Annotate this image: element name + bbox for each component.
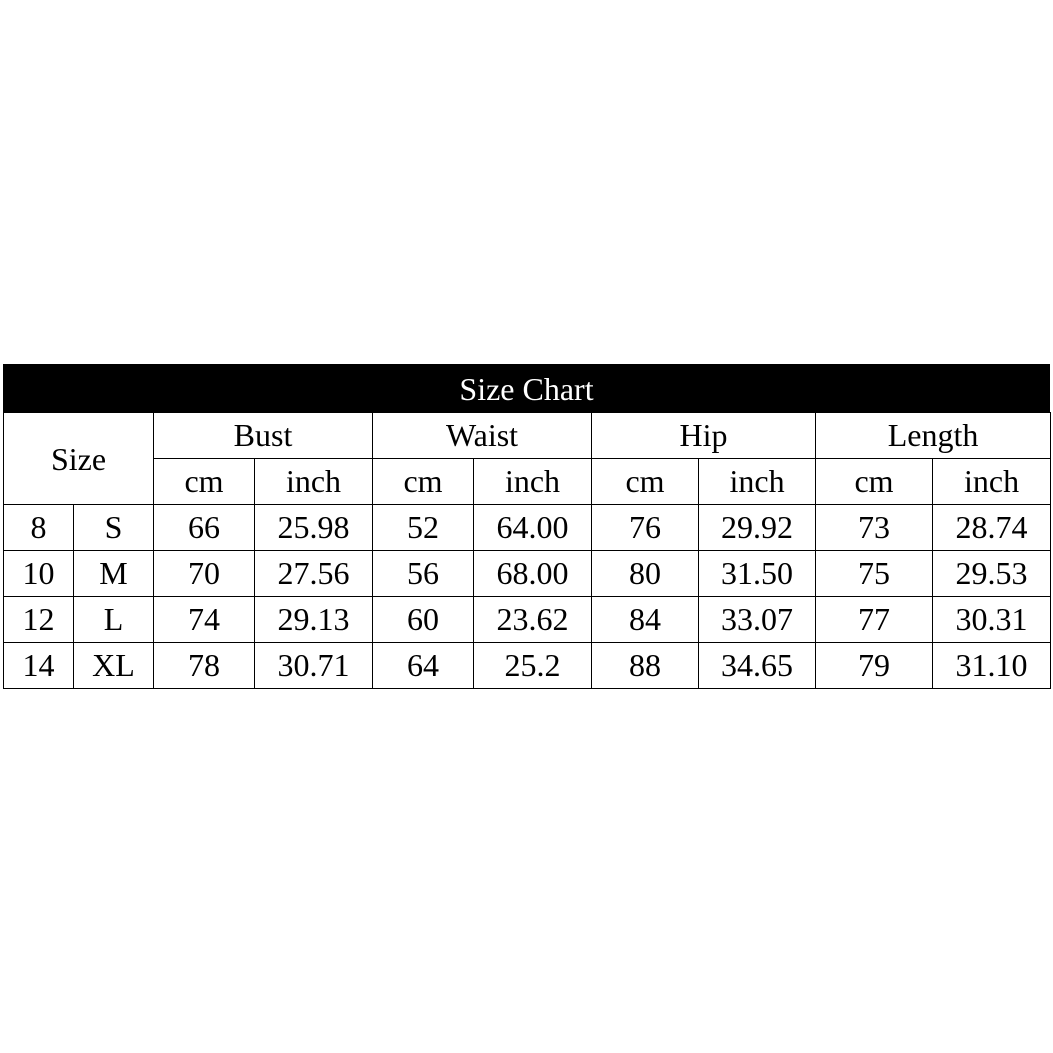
table-cell: 31.10 bbox=[933, 643, 1051, 689]
table-cell: XL bbox=[74, 643, 154, 689]
table-cell: 30.31 bbox=[933, 597, 1051, 643]
table-cell: 34.65 bbox=[699, 643, 816, 689]
table-row bbox=[4, 643, 1051, 689]
table-cell: 88 bbox=[592, 643, 699, 689]
table-row bbox=[4, 551, 1051, 597]
table-cell: 31.50 bbox=[699, 551, 816, 597]
table-cell: 75 bbox=[816, 551, 933, 597]
table-row bbox=[4, 597, 1051, 643]
table-cell: 30.71 bbox=[255, 643, 373, 689]
size-chart bbox=[3, 364, 1050, 689]
unit-header: inch bbox=[699, 459, 816, 505]
table-cell: 8 bbox=[4, 505, 74, 551]
table-cell: 25.2 bbox=[474, 643, 592, 689]
table-cell: 77 bbox=[816, 597, 933, 643]
table-cell: 52 bbox=[373, 505, 474, 551]
table-cell: 29.13 bbox=[255, 597, 373, 643]
table-cell: 79 bbox=[816, 643, 933, 689]
unit-header: inch bbox=[933, 459, 1051, 505]
table-cell: 73 bbox=[816, 505, 933, 551]
table-cell: 14 bbox=[4, 643, 74, 689]
size-chart-title: Size Chart bbox=[3, 364, 1050, 412]
group-header-length: Length bbox=[816, 413, 1051, 459]
table-cell: 74 bbox=[154, 597, 255, 643]
table-cell: 29.92 bbox=[699, 505, 816, 551]
unit-header-row bbox=[4, 459, 1051, 505]
table-cell: 68.00 bbox=[474, 551, 592, 597]
table-cell: S bbox=[74, 505, 154, 551]
table-cell: 76 bbox=[592, 505, 699, 551]
table-cell: 70 bbox=[154, 551, 255, 597]
group-header-bust: Bust bbox=[154, 413, 373, 459]
table-cell: 29.53 bbox=[933, 551, 1051, 597]
size-chart-table bbox=[3, 412, 1051, 689]
table-cell: 66 bbox=[154, 505, 255, 551]
table-cell: 60 bbox=[373, 597, 474, 643]
table-cell: 80 bbox=[592, 551, 699, 597]
table-cell: 84 bbox=[592, 597, 699, 643]
group-header-hip: Hip bbox=[592, 413, 816, 459]
unit-header: cm bbox=[592, 459, 699, 505]
unit-header: inch bbox=[255, 459, 373, 505]
group-header-row bbox=[4, 413, 1051, 459]
table-cell: L bbox=[74, 597, 154, 643]
unit-header: cm bbox=[373, 459, 474, 505]
table-cell: 64.00 bbox=[474, 505, 592, 551]
table-row bbox=[4, 505, 1051, 551]
unit-header: cm bbox=[816, 459, 933, 505]
table-cell: M bbox=[74, 551, 154, 597]
table-cell: 78 bbox=[154, 643, 255, 689]
unit-header: cm bbox=[154, 459, 255, 505]
table-cell: 28.74 bbox=[933, 505, 1051, 551]
table-cell: 27.56 bbox=[255, 551, 373, 597]
unit-header: inch bbox=[474, 459, 592, 505]
table-cell: 56 bbox=[373, 551, 474, 597]
table-cell: 12 bbox=[4, 597, 74, 643]
table-cell: 25.98 bbox=[255, 505, 373, 551]
table-cell: 33.07 bbox=[699, 597, 816, 643]
group-header-waist: Waist bbox=[373, 413, 592, 459]
table-cell: 23.62 bbox=[474, 597, 592, 643]
table-cell: 10 bbox=[4, 551, 74, 597]
size-header: Size bbox=[4, 413, 154, 505]
table-cell: 64 bbox=[373, 643, 474, 689]
